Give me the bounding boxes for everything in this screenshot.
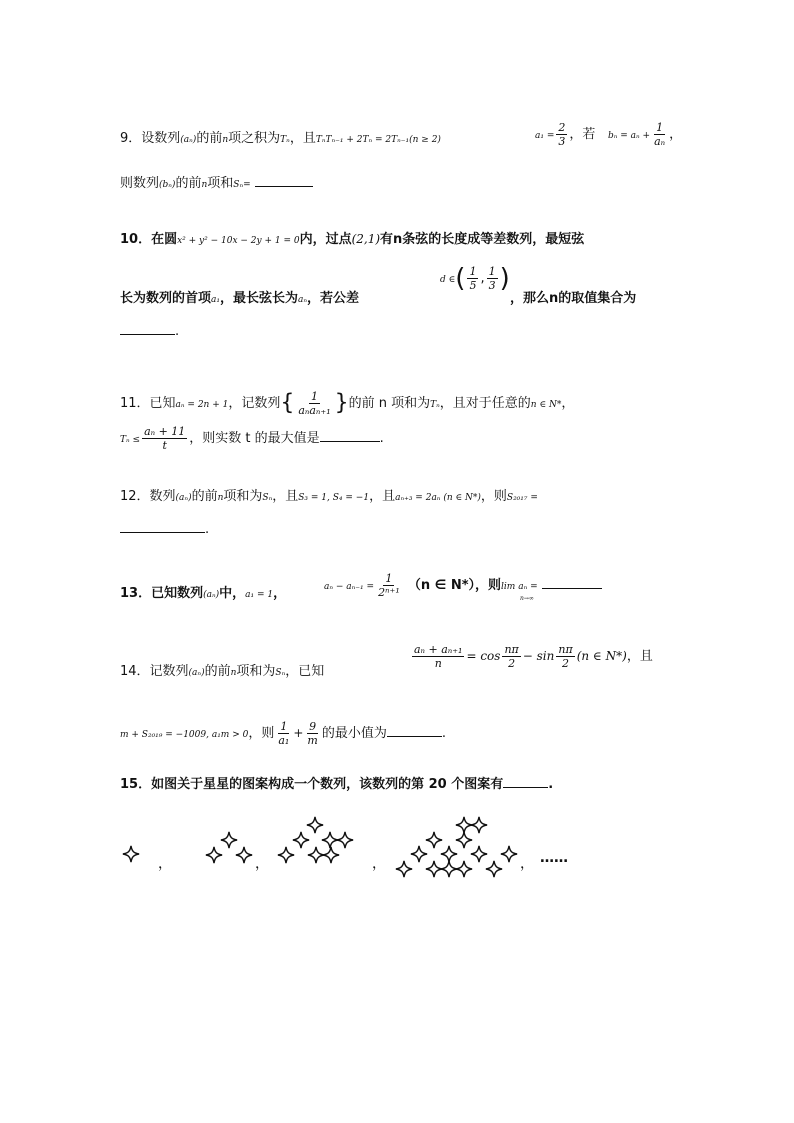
star-icon: [122, 845, 140, 863]
answer-blank[interactable]: [387, 724, 442, 737]
q9-relation: TₙTₙ₋₁ + 2Tₙ = 2Tₙ₋₁(n ≥ 2): [315, 135, 441, 145]
q10-line1: 10．在圆x² + y² − 10x − 2y + 1 = 0内，过点(2,1)有n条弦的长度成等差数列，最短弦: [120, 232, 585, 247]
q9-seq-b: (bₙ): [159, 180, 176, 190]
answer-blank[interactable]: [255, 174, 313, 187]
q9-text: 的前: [196, 131, 223, 146]
q15-line1: 15．如图关于星星的图案构成一个数列，该数列的第 20 个图案有 .: [120, 777, 554, 792]
separator-comma: ，: [158, 856, 172, 872]
q10-line2-end: ，那么n的取值集合为: [510, 291, 637, 306]
star-icon: [321, 831, 339, 849]
star-icon: [425, 860, 443, 878]
q13-line1: 13．已知数列(aₙ)中，a₁ = 1，: [120, 586, 287, 601]
answer-blank[interactable]: [320, 429, 380, 442]
q9-text: 项之积为: [228, 131, 281, 146]
q10-line3: .: [120, 322, 179, 341]
q10-circle: x² + y² − 10x − 2y + 1 = 0: [177, 236, 300, 246]
q12-line1: 12．数列(aₙ)的前n项和为Sₙ，且S₃ = 1, S₄ = −1，且aₙ₊₃ = 2aₙ (n ∈ N*)，则S₂₀₁₇ =: [120, 489, 538, 504]
q14-line2: m + S₂₀₁₉ = −1009, a₁m > 0，则 $\frac{1}{\text{a₁}}$ + $\frac{9}{m}$ 的最小值为 .: [120, 720, 446, 747]
q14-equation: $\frac{\text{aₙ + aₙ₊₁}}{n}$ = cos $\frac{n\pi}{2}$ − sin $\frac{n\pi}{2}$ (n ∈ N*)，且: [414, 643, 653, 670]
q10-point: (2,1): [351, 232, 381, 246]
q13-diff: aₙ − aₙ₋₁ = $\frac{1}{\text{2ⁿ⁺¹}}$ （n ∈ N*），则lim aₙ =: [324, 572, 602, 599]
q11-line2: Tₙ ≤ $\frac{\text{aₙ + 11}}{t}$ ，则实数 t 的最大值是 .: [120, 425, 384, 452]
answer-blank[interactable]: [503, 775, 548, 788]
ellipsis: ……: [540, 850, 568, 866]
q9-line1: [120, 130, 445, 149]
star-icon: [470, 816, 488, 834]
q9-bn: bₙ = aₙ + $\frac{1}{\text{aₙ}}$ ，: [608, 121, 683, 148]
q11-line1: 11．已知aₙ = 2n + 1，记数列{ $\frac{1}{\text{aₙaₙ₊₁}}$ }的前 n 项和为Tₙ，且对于任意的n ∈ N*，: [120, 390, 575, 417]
q12-line2: .: [120, 520, 209, 539]
q9-text: ，且: [289, 131, 316, 146]
star-icon: [235, 846, 253, 864]
q9-line2: 则数列(bₙ)的前n项和Sₙ=: [120, 174, 313, 194]
star-icon: [500, 845, 518, 863]
q14-line1: 14．记数列(aₙ)的前n项和为Sₙ，已知: [120, 664, 325, 679]
answer-blank[interactable]: [120, 322, 175, 335]
q13-lim-sub: n→∞: [520, 595, 534, 602]
answer-blank[interactable]: [120, 520, 205, 533]
q10-d-range: d ∈( $\frac{1}{5}$ , $\frac{1}{3}$ ): [440, 263, 510, 294]
separator-comma: ，: [255, 856, 269, 872]
q9-Tn: Tₙ: [280, 135, 290, 145]
answer-blank[interactable]: [542, 576, 602, 589]
separator-comma: ，: [520, 856, 534, 872]
separator-comma: ，: [372, 856, 386, 872]
q9-ruo: ，若: [569, 127, 596, 142]
q10-line2: 长为数列的首项a₁，最长弦长为aₙ，若公差: [120, 291, 360, 306]
q9-text: 9．设数列: [120, 131, 181, 146]
q9-n: n: [222, 135, 229, 145]
star-icon: [455, 860, 473, 878]
q9-a1: a₁ = $\frac{2}{3}$ ，若: [535, 121, 596, 148]
q9-seq-a: (aₙ): [180, 135, 197, 145]
